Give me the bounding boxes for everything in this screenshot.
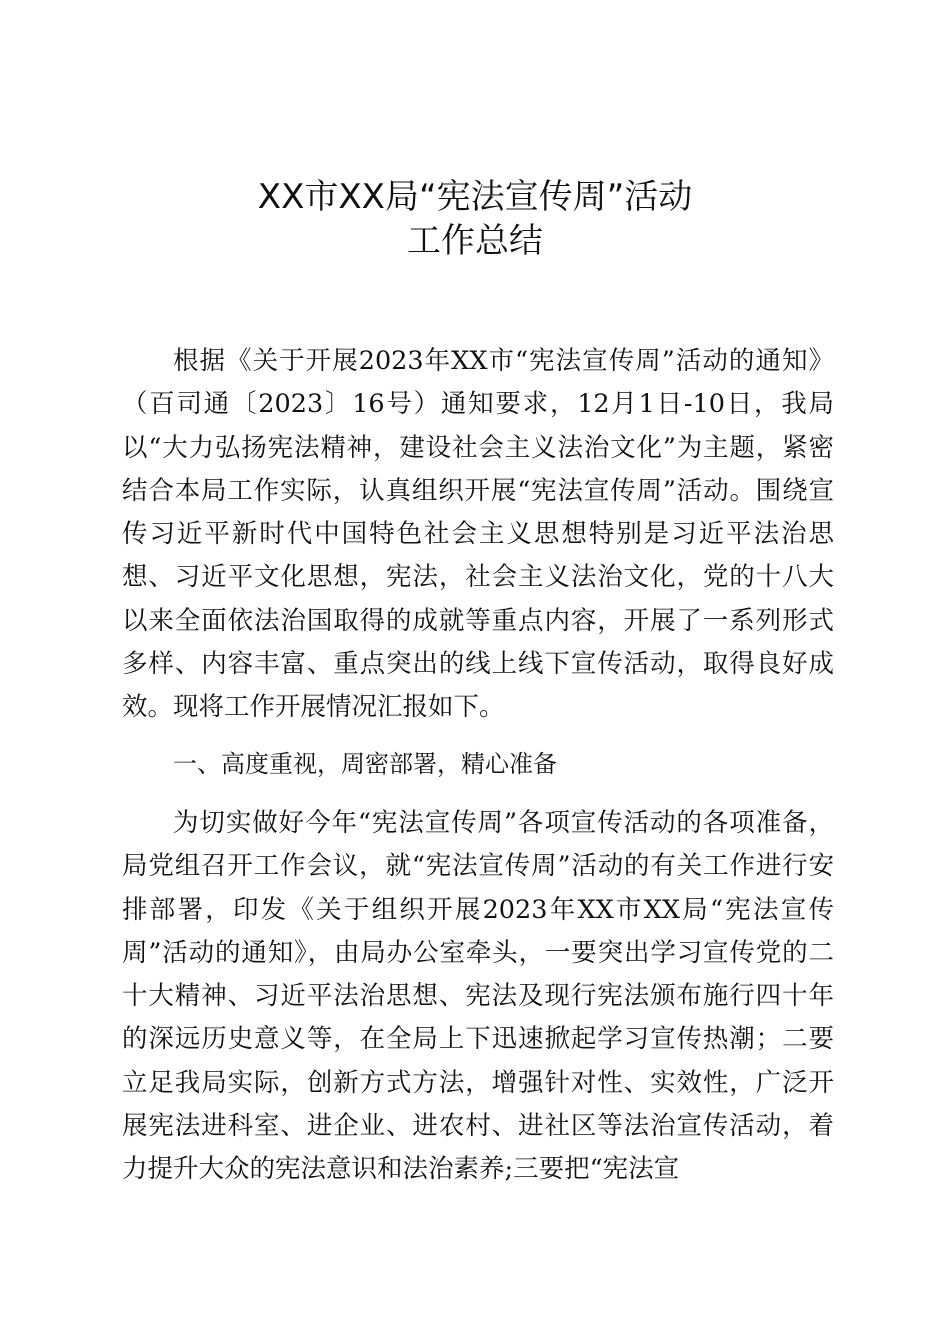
section-heading-1: 一、高度重视，周密部署，精心准备 [173,750,557,778]
document-title-line1: XX市XX局“宪法宣传周”活动 [257,177,693,217]
document-title-line2: 工作总结 [407,221,543,261]
intro-paragraph: 根据《关于开展2023年XX市“宪法宣传周”活动的通知》（百司通〔2023〕16号）通知要求，12月1日-10日，我局以“大力弘扬宪法精神，建设社会主义法治文化”为主题，紧密结合本局工作实际，认真组织开展“宪法宣传周”活动。围绕宣传习近平新时代中国特色社会主义思想特别是习近平法治思想、习近平文化思想，宪法，社会主义法治文化，党的十八大以来全面依法治国取得的成就等重点内容，开展了一系列形式多样、内容丰富、重点突出的线上线下宣传活动，取得良好成效。现将工作开展情况汇报如下。 [122,346,834,723]
section1-paragraph: 为切实做好今年“宪法宣传周”各项宣传活动的各项准备，局党组召开工作会议，就“宪法宣传周”活动的有关工作进行安排部署，印发《关于组织开展2023年XX市XX局“宪法宣传周”活动的通知》，由局办公室牵头，一要突出学习宣传党的二十大精神、习近平法治思想、宪法及现行宪法颁布施行四十年的深远历史意义等，在全局上下迅速掀起学习宣传热潮；二要立足我局实际，创新方式方法，增强针对性、实效性，广泛开展宪法进科室、进企业、进农村、进社区等法治宣传活动，着力提升大众的宪法意识和法治素养;三要把“宪法宣 [122,808,834,1185]
